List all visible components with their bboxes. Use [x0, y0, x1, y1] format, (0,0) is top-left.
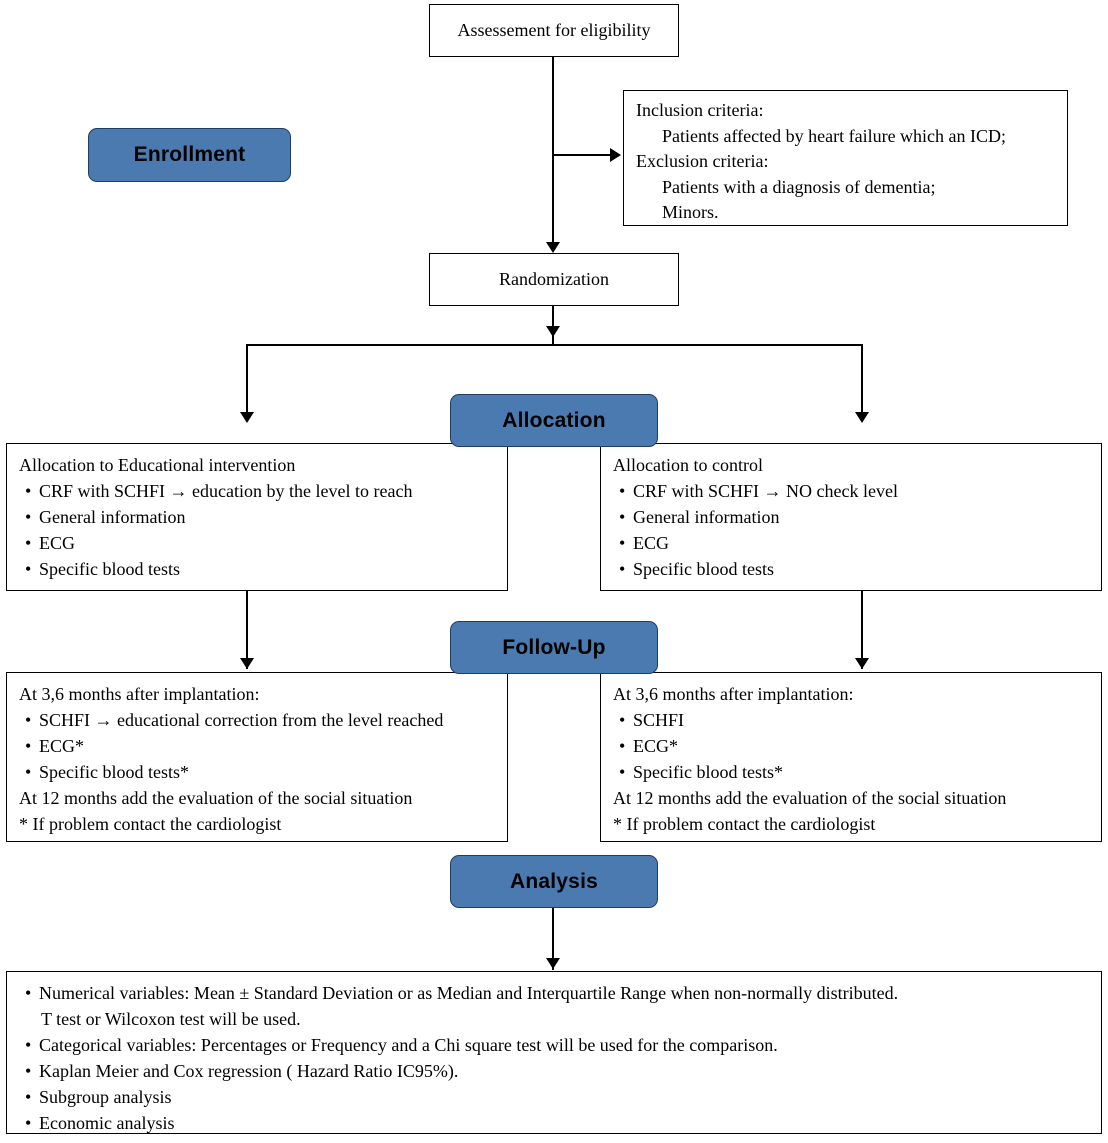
node-allocation-right	[600, 443, 1102, 591]
stage-enrollment	[88, 128, 291, 182]
exclusion-criteria-item-2: Minors.	[662, 202, 719, 223]
followup-left-title: At 3,6 months after implantation:	[19, 684, 260, 704]
node-criteria	[623, 90, 1068, 226]
list-item: • CRF with SCHFI → NO check level	[613, 478, 1089, 504]
followup-left-list	[19, 707, 495, 785]
followup-left-note-1: At 12 months add the evaluation of the social situation	[19, 788, 413, 809]
node-followup-left	[6, 672, 508, 842]
followup-left-note-2: * If problem contact the cardiologist	[19, 814, 282, 835]
assessment-label: Assessement for eligibility	[457, 19, 651, 40]
arrowhead-analysis	[546, 958, 560, 969]
followup-right-list	[613, 707, 1089, 785]
followup-right-title: At 3,6 months after implantation:	[613, 684, 854, 704]
stage-allocation	[450, 394, 658, 447]
node-allocation-left	[6, 443, 508, 591]
allocation-right-title: Allocation to control	[613, 455, 763, 475]
arrowhead-randomization	[546, 242, 560, 253]
followup-right-note-2: * If problem contact the cardiologist	[613, 814, 876, 835]
list-item: • ECG	[613, 530, 1089, 556]
list-item: • ECG*	[19, 733, 495, 759]
arrowhead-followup-right	[855, 658, 869, 669]
list-item: • CRF with SCHFI → education by the level to reach	[19, 478, 495, 504]
node-assessment	[429, 4, 679, 57]
list-item: • SCHFI → educational correction from the level reached	[19, 707, 495, 733]
allocation-right-list	[613, 478, 1089, 582]
arrowhead-randomization-split	[546, 326, 560, 337]
list-item: • Specific blood tests*	[613, 759, 1089, 785]
exclusion-criteria-item-1: Patients with a diagnosis of dementia;	[662, 176, 936, 197]
list-item: • SCHFI	[613, 707, 1089, 733]
list-item: • Subgroup analysis	[19, 1084, 1089, 1110]
list-item: • Specific blood tests*	[19, 759, 495, 785]
arrowhead-allocation-left	[240, 412, 254, 423]
stage-followup	[450, 621, 658, 674]
list-item: • Economic analysis	[19, 1110, 1089, 1136]
list-item: • General information	[19, 504, 495, 530]
connector-split-left-down	[246, 344, 248, 416]
stage-followup-label: Follow-Up	[502, 635, 606, 659]
connector-randomization-down	[552, 306, 554, 344]
connector-to-criteria	[552, 154, 614, 156]
stage-analysis-label: Analysis	[510, 869, 598, 893]
list-item: • ECG*	[613, 733, 1089, 759]
analysis-list	[19, 980, 1089, 1137]
stage-analysis	[450, 855, 658, 908]
list-item: • Kaplan Meier and Cox regression ( Hazard Ratio IC95%).	[19, 1058, 1089, 1084]
stage-allocation-label: Allocation	[502, 408, 606, 432]
connector-split-right-down	[861, 344, 863, 416]
node-analysis	[6, 971, 1102, 1134]
exclusion-criteria-header: Exclusion criteria:	[636, 151, 769, 172]
node-followup-right	[600, 672, 1102, 842]
followup-right-note-1: At 12 months add the evaluation of the social situation	[613, 788, 1007, 809]
stage-enrollment-label: Enrollment	[133, 143, 246, 166]
arrowhead-criteria	[610, 148, 621, 162]
inclusion-criteria-header: Inclusion criteria:	[636, 100, 764, 120]
list-item: • General information	[613, 504, 1089, 530]
allocation-left-list	[19, 478, 495, 582]
analysis-item-1-text: Numerical variables: Mean ± Standard Deviation or as Median and Interquartile Range when non-normally distributed.	[39, 983, 899, 1003]
list-item: • ECG	[19, 530, 495, 556]
list-item: • Specific blood tests	[19, 556, 495, 582]
connector-split-horizontal	[246, 344, 863, 346]
list-item: • Categorical variables: Percentages or Frequency and a Chi square test will be used for the comparison.	[19, 1032, 1089, 1058]
analysis-item-1-continuation: T test or Wilcoxon test will be used.	[41, 1009, 301, 1030]
allocation-left-title: Allocation to Educational intervention	[19, 455, 296, 475]
connector-assessment-to-randomization	[552, 57, 554, 242]
randomization-label: Randomization	[499, 268, 609, 289]
node-randomization	[429, 253, 679, 306]
arrowhead-allocation-right	[855, 412, 869, 423]
inclusion-criteria-item: Patients affected by heart failure which an ICD;	[662, 125, 1007, 146]
arrowhead-followup-left	[240, 658, 254, 669]
list-item: • Specific blood tests	[613, 556, 1089, 582]
list-item	[19, 980, 1089, 1032]
